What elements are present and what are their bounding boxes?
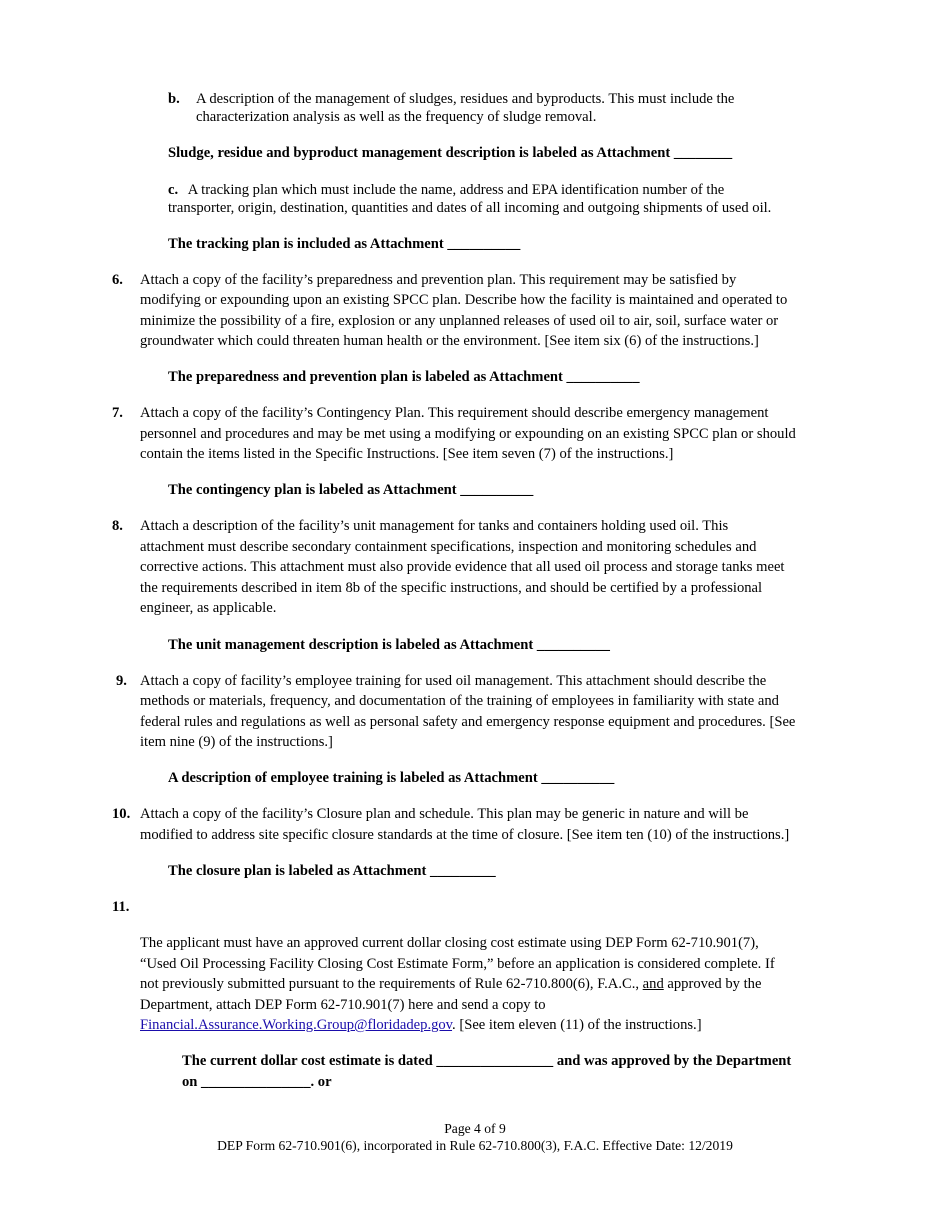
- cost-estimate-line1: The current dollar cost estimate is dated ________________ and was approved by the Department: [182, 1053, 792, 1069]
- item-c-text: A tracking plan which must include the name, address and EPA identification number of the: [187, 182, 725, 198]
- item-10-number: 10.: [112, 806, 131, 822]
- item-7-text-line3: contain the items listed in the Specific Instructions. [See item seven (7) of the instructions.]: [140, 446, 674, 462]
- item-b-label: b.: [168, 91, 180, 107]
- item-11-text-line3: [140, 974, 761, 995]
- item-7-attachment: The contingency plan is labeled as Attachment __________: [168, 482, 534, 498]
- item-8-text-line5: engineer, as applicable.: [140, 600, 277, 616]
- item-8-text-line3: corrective actions. This attachment must also provide evidence that all used oil process and storage tanks meet: [140, 559, 785, 575]
- item-11-text-line2: “Used Oil Processing Facility Closing Cost Estimate Form,” before an application is considered complete. If: [140, 956, 775, 972]
- item-8-text-line4: the requirements described in item 8b of the specific instructions, and should be certified by a professional: [140, 580, 763, 596]
- item-6-text-line1: Attach a copy of the facility’s preparedness and prevention plan. This requirement may be satisfied by: [140, 272, 737, 288]
- item-10-text-line2: modified to address site specific closure standards at the time of closure. [See item ten (10) of the instructions.]: [140, 827, 790, 843]
- item-c-text-line2: transporter, origin, destination, quantities and dates of all incoming and outgoing shipments of used oil.: [168, 200, 772, 216]
- item-11-number: 11.: [112, 899, 130, 915]
- item-11-text-line3-post: approved by the: [663, 976, 762, 992]
- item-6-text-line4: groundwater which could threaten human health or the environment. [See item six (6) of the instructions.]: [140, 333, 759, 349]
- item-7-text-line2: personnel and procedures and may be met using a modifying or expounding on an existing SPCC plan or should: [140, 426, 796, 442]
- item-8-text-line2: attachment must describe secondary containment specifications, inspection and monitoring schedules and: [140, 539, 757, 555]
- item-9-attachment: A description of employee training is labeled as Attachment __________: [168, 770, 615, 786]
- item-10-text-line1: Attach a copy of the facility’s Closure plan and schedule. This plan may be generic in nature and will be: [140, 806, 749, 822]
- item-b-text-line2: characterization analysis as well as the frequency of sludge removal.: [196, 109, 597, 125]
- item-b-attachment: Sludge, residue and byproduct management description is labeled as Attachment ________: [168, 145, 733, 161]
- item-6-number: 6.: [112, 272, 123, 288]
- item-11-text-line4: Department, attach DEP Form 62-710.901(7) here and send a copy to: [140, 997, 546, 1013]
- item-11-text-line3-pre: not previously submitted pursuant to the requirements of Rule 62-710.800(6), F.A.C.,: [140, 976, 643, 992]
- item-9-text-line2: methods or materials, frequency, and documentation of the training of employees in familiarity with state and: [140, 693, 779, 709]
- form-footer: DEP Form 62-710.901(6), incorporated in Rule 62-710.800(3), F.A.C. Effective Date: 12/2019: [217, 1138, 733, 1153]
- item-11-text-line5: [140, 1015, 702, 1036]
- item-c-label: c.: [168, 182, 179, 198]
- financial-assurance-email-link[interactable]: Financial.Assurance.Working.Group@floridadep.gov: [140, 1017, 453, 1033]
- cost-estimate-line2: on _______________. or: [182, 1074, 332, 1090]
- item-11-and-underlined: and: [642, 976, 664, 992]
- item-8-number: 8.: [112, 518, 123, 534]
- item-6-text-line2: modifying or expounding upon an existing SPCC plan. Describe how the facility is maintained and operated to: [140, 292, 788, 308]
- item-b-text-line1: A description of the management of sludges, residues and byproducts. This must include the: [196, 91, 735, 107]
- item-8-attachment: The unit management description is labeled as Attachment __________: [168, 637, 610, 653]
- item-7-text-line1: Attach a copy of the facility’s Contingency Plan. This requirement should describe emergency management: [140, 405, 769, 421]
- item-9-text-line4: item nine (9) of the instructions.]: [140, 734, 333, 750]
- item-c-attachment: The tracking plan is included as Attachment __________: [168, 236, 521, 252]
- item-9-text-line3: federal rules and regulations as well as personal safety and emergency response equipment and procedures. [See: [140, 714, 796, 730]
- item-9-number: 9.: [116, 673, 127, 689]
- page-number: Page 4 of 9: [444, 1121, 506, 1136]
- item-8-text-line1: Attach a description of the facility’s unit management for tanks and containers holding used oil. This: [140, 518, 729, 534]
- item-11-text-line5-post: . [See item eleven (11) of the instructions.]: [452, 1017, 702, 1033]
- item-9-text-line1: Attach a copy of facility’s employee training for used oil management. This attachment should describe the: [140, 673, 767, 689]
- item-6-text-line3: minimize the possibility of a fire, explosion or any unplanned releases of used oil to air, soil, surface water or: [140, 313, 779, 329]
- item-10-attachment: The closure plan is labeled as Attachment _________: [168, 863, 496, 879]
- item-7-number: 7.: [112, 405, 123, 421]
- item-11-text-line1: The applicant must have an approved current dollar closing cost estimate using DEP Form 62-710.901(7),: [140, 935, 759, 951]
- item-6-attachment: The preparedness and prevention plan is labeled as Attachment __________: [168, 369, 640, 385]
